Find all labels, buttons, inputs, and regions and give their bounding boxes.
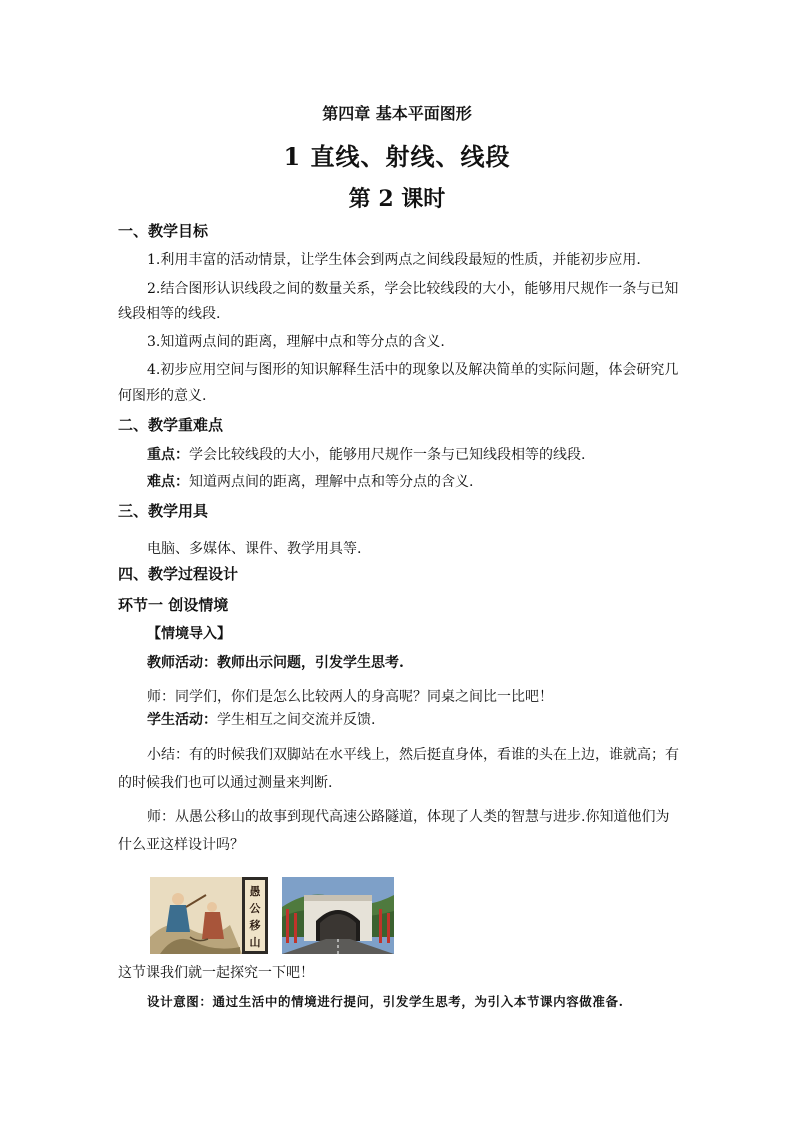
student-activity-text: 学生相互之间交流并反馈. (217, 712, 376, 728)
student-activity-label: 学生活动： (147, 712, 217, 728)
teacher-activity: 教师活动：教师出示问题，引发学生思考. (147, 655, 404, 671)
summary-line1: 小结：有的时候我们双脚站在水平线上，然后挺直身体，看谁的头在上边，谁就高；有 (147, 747, 679, 763)
yugong-caption (245, 883, 265, 951)
step-title: 环节一 创设情境 (118, 596, 229, 614)
difficulty-text: 知道两点间的距离，理解中点和等分点的含义. (189, 474, 474, 490)
difficulty-point (147, 475, 473, 489)
key-point (147, 448, 585, 462)
teacher-question-1: 师：同学们，你们是怎么比较两人的身高呢？同桌之间比一比吧！ (147, 689, 553, 705)
objective-4-line2: 何图形的意义. (118, 388, 207, 404)
section-heading-process: 四、教学过程设计 (118, 565, 239, 583)
lesson-title: 1 直线、射线、线段 (283, 142, 511, 171)
closing-line: 这节课我们就一起探究一下吧！ (118, 965, 314, 981)
key-point-label: 重点： (147, 447, 189, 463)
student-activity (147, 713, 375, 727)
teacher-question-2-line1: 师：从愚公移山的故事到现代高速公路隧道，体现了人类的智慧与进步.你知道他们为 (147, 809, 670, 825)
tools-text: 电脑、多媒体、课件、教学用具等. (147, 541, 362, 557)
design-intent: 设计意图：通过生活中的情境进行提问，引发学生思考，为引入本节课内容做准备. (147, 994, 624, 1009)
lesson-period: 第 2 课时 (348, 186, 446, 212)
objective-1: 1.利用丰富的活动情景，让学生体会到两点之间线段最短的性质，并能初步应用. (147, 252, 641, 268)
intro-tag: 【情境导入】 (147, 626, 231, 642)
tunnel-photo-graphic (282, 877, 394, 954)
yugong-caption-char: 公 (249, 902, 261, 915)
objective-2-line2: 线段相等的线段. (118, 306, 221, 322)
objective-2-line1: 2.结合图形认识线段之间的数量关系，学会比较线段的大小，能够用尺规作一条与已知 (147, 281, 679, 297)
yugong-caption-char: 移 (249, 919, 261, 932)
yugong-caption-char: 山 (249, 936, 261, 949)
difficulty-label: 难点： (147, 474, 189, 490)
objective-4-line1: 4.初步应用空间与图形的知识解释生活中的现象以及解决简单的实际问题，体会研究几 (147, 362, 679, 378)
section-heading-key-points: 二、教学重难点 (118, 416, 224, 434)
section-heading-objectives: 一、教学目标 (118, 222, 209, 240)
section-heading-tools: 三、教学用具 (118, 502, 209, 520)
chapter-title: 第四章 基本平面图形 (322, 104, 472, 123)
yugong-caption-char: 愚 (249, 885, 261, 898)
summary-line2: 的时候我们也可以通过测量来判断. (118, 775, 333, 791)
tunnel-photo (282, 877, 394, 954)
key-point-text: 学会比较线段的大小，能够用尺规作一条与已知线段相等的线段. (189, 447, 586, 463)
yugong-illustration (150, 877, 268, 954)
objective-3: 3.知道两点间的距离，理解中点和等分点的含义. (147, 334, 445, 350)
teacher-question-2-line2: 什么亚这样设计吗？ (118, 837, 244, 853)
